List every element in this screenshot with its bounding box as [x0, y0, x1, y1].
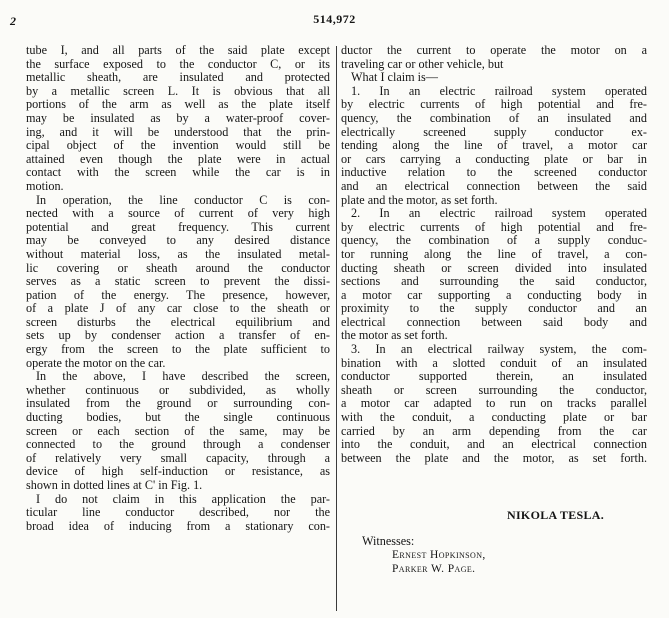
- text-line: In operation, the line conductor C is con-: [36, 192, 330, 207]
- text-line: proximity to the supply conductor and an: [341, 301, 647, 316]
- text-line: a motor car supporting a conducting body in: [341, 287, 647, 302]
- text-line: sheath or screen surrounding the conductor,: [341, 382, 647, 397]
- right-column: [341, 44, 647, 465]
- text-line: 1. In an electric railroad system operated: [351, 83, 647, 98]
- text-line: and an electrical connection between the said: [341, 178, 647, 193]
- text-line: 3. In an electrical railway system, the com-: [351, 342, 647, 357]
- text-line: quency, the combination of an insulated and: [341, 110, 647, 125]
- text-line: the surface exposed to the conductor C, or its: [26, 56, 330, 71]
- text-line: I do not claim in this application the par-: [36, 491, 330, 506]
- text-line: by electric currents of high potential and fre-: [341, 219, 647, 234]
- text-line: may be insulated as by a water-proof cover-: [26, 110, 330, 125]
- text-line: sections and surrounding the said conductor,: [341, 274, 647, 289]
- text-line: of a plate J of any car close to the sheath or: [26, 301, 330, 316]
- text-line: broad idea of inducing from a stationary con-: [26, 518, 330, 533]
- text-line: tube I, and all parts of the said plate except: [26, 43, 330, 57]
- text-line: In the above, I have described the screen,: [36, 369, 330, 384]
- text-line: may be conveyed to any desired distance: [26, 233, 330, 248]
- text-line: insulated from the ground or surrounding con-: [26, 396, 330, 411]
- text-line: shown in dotted lines at C' in Fig. 1.: [26, 478, 203, 492]
- text-line: ing, and it will be understood that the prin-: [26, 124, 330, 139]
- text-line: by electric currents of high potential and fre-: [341, 97, 647, 112]
- text-line: portions of the arm as well as the plate itself: [26, 97, 330, 112]
- text-line: whether continuous or subdivided, as wholly: [26, 382, 330, 397]
- text-line: connected to the ground through a condenser: [26, 437, 330, 452]
- text-line: or cars carrying a conducting plate or bar in: [341, 151, 647, 166]
- text-line: pation of the energy. The presence, however,: [26, 287, 330, 302]
- text-line: What I claim is—: [351, 70, 438, 85]
- text-line: inductive relation to the screened conductor: [341, 165, 647, 180]
- text-line: carried by an arm depending from the car: [341, 423, 647, 438]
- text-line: attained even though the plate were in actual: [26, 151, 330, 166]
- inventor-signature: NIKOLA TESLA.: [507, 508, 605, 522]
- text-line: lic covering or sheath around the conductor: [26, 260, 330, 275]
- text-line: metallic sheath, are insulated and protected: [26, 70, 330, 85]
- text-line: electrically screened supply conductor ex-: [341, 124, 647, 139]
- text-line: potential and great frequency. This current: [26, 219, 330, 234]
- text-line: screen disturbs the electrical equilibrium and: [26, 314, 330, 329]
- text-line: ticular line conductor described, nor the: [26, 505, 330, 520]
- text-line: tor running along the line of travel, a con-: [341, 246, 647, 261]
- text-line: with the conduit, a conducting plate or bar: [341, 410, 647, 425]
- text-line: plate and the motor, as set forth.: [341, 192, 498, 207]
- text-line: traveling car or other vehicle, but: [341, 56, 504, 71]
- text-line: by a metallic screen L. It is obvious that all: [26, 83, 330, 98]
- text-line: tending along the line of travel, a motor car: [341, 138, 647, 153]
- text-line: bination with a slotted conduit of an insulated: [341, 355, 647, 370]
- text-line: motion.: [26, 178, 64, 193]
- page-number: 2: [10, 14, 16, 28]
- witness-name: Ernest Hopkinson,: [392, 549, 486, 561]
- witness-name: Parker W. Page.: [392, 563, 476, 575]
- text-line: conductor supported therein, an insulated: [341, 369, 647, 384]
- text-line: a motor car adapted to run on tracks parallel: [341, 396, 647, 411]
- text-line: ducting bodies, but the single continuous: [26, 410, 330, 425]
- text-line: serves as a static screen to prevent the dissi-: [26, 274, 330, 289]
- text-line: operate the motor on the car.: [26, 355, 166, 370]
- text-line: without material loss, as the insulated metal-: [26, 246, 330, 261]
- text-line: screen or each section of the same, may be: [26, 423, 330, 438]
- column-divider: [336, 46, 337, 611]
- text-line: electrical connection between said body and: [341, 314, 647, 329]
- text-line: of relatively very small capacity, through a: [26, 450, 330, 465]
- text-line: ergy from the screen to the plate sufficient to: [26, 342, 330, 357]
- text-line: between the plate and the motor, as set forth.: [341, 450, 647, 465]
- left-column: [26, 44, 330, 533]
- text-line: device of high self-induction or resistance, as: [26, 464, 330, 479]
- text-line: quency, the combination of a supply conduc-: [341, 233, 647, 248]
- text-line: the motor as set forth.: [341, 328, 448, 343]
- witnesses-label: Witnesses:: [362, 534, 415, 548]
- text-line: ducting sheath or screen divided into insulated: [341, 260, 647, 275]
- patent-number: 514,972: [313, 12, 356, 26]
- text-line: contact with the screen while the car is in: [26, 165, 330, 180]
- text-line: cipal object of the invention would still be: [26, 138, 330, 153]
- text-line: into the conduit, and an electrical connection: [341, 437, 647, 452]
- text-line: sets up by condenser action a transfer of en-: [26, 328, 330, 343]
- text-line: 2. In an electric railroad system operated: [351, 206, 647, 221]
- text-line: ductor the current to operate the motor on a: [341, 43, 647, 57]
- text-line: nected with a source of current of very high: [26, 206, 330, 221]
